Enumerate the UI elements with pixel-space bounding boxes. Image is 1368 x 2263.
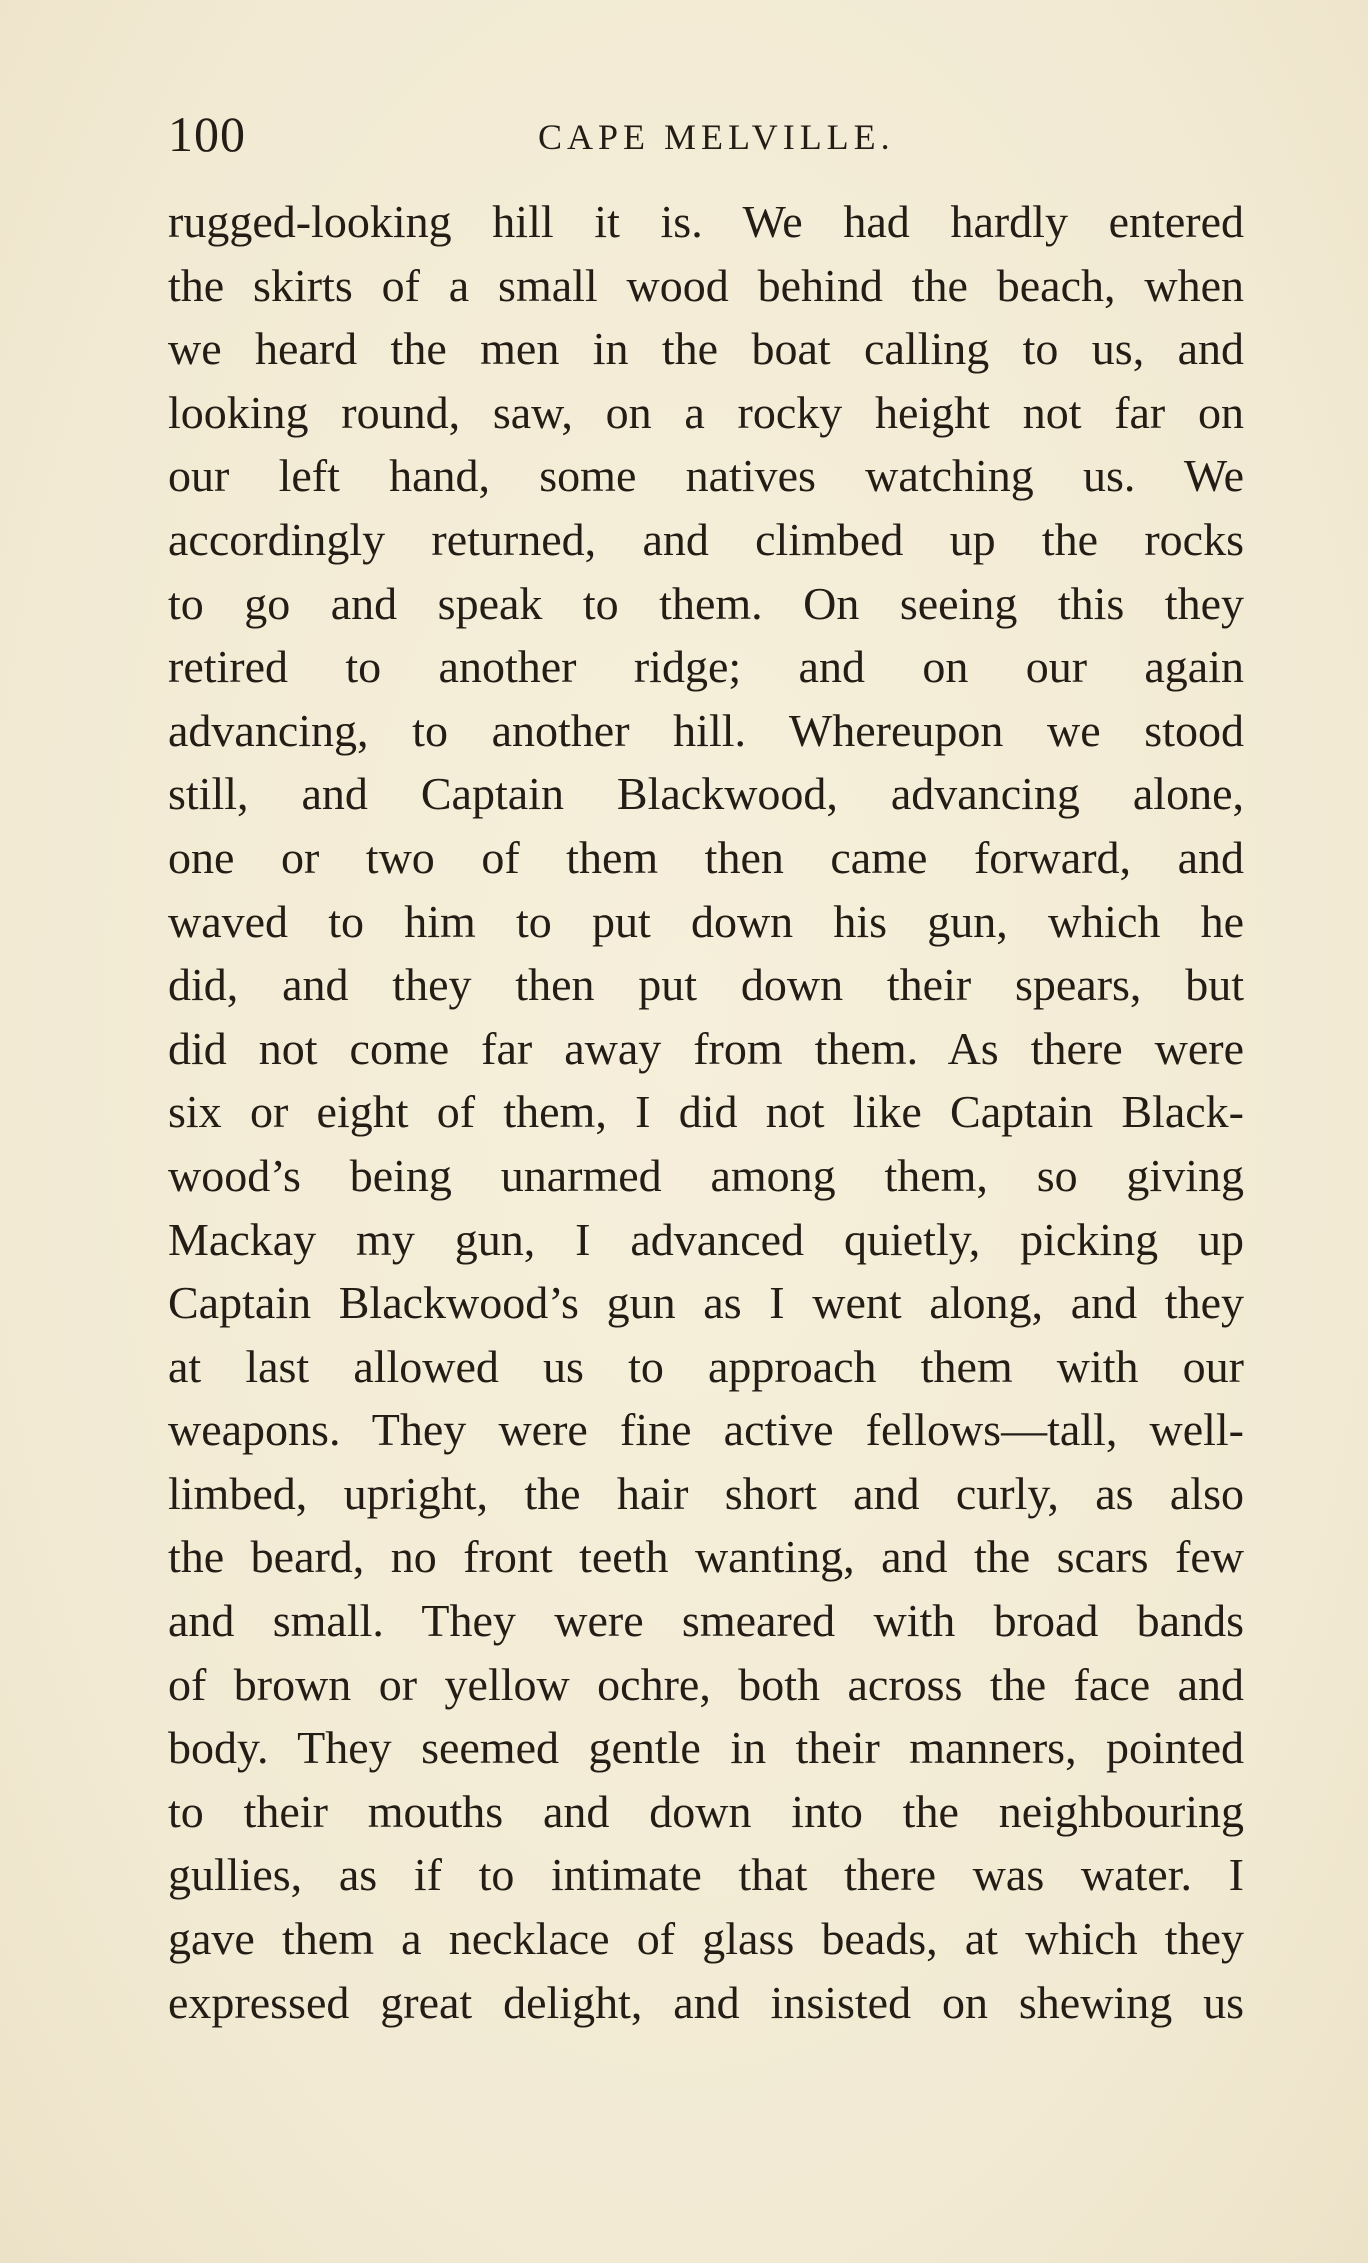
text-line: expressed great delight, and insisted on shewing us bbox=[168, 1976, 1244, 2028]
text-line: the beard, no front teeth wanting, and the scars few bbox=[168, 1531, 1244, 1583]
text-line: Mackay my gun, I advanced quietly, picking up bbox=[168, 1213, 1244, 1265]
text-line: of brown or yellow ochre, both across the face and bbox=[168, 1658, 1244, 1710]
text-line: wood’s being unarmed among them, so giving bbox=[168, 1149, 1244, 1201]
text-line: looking round, saw, on a rocky height not far on bbox=[168, 386, 1244, 438]
body-text bbox=[168, 190, 1244, 2034]
page-header bbox=[168, 104, 1248, 164]
text-line: did not come far away from them. As there were bbox=[168, 1022, 1244, 1074]
text-line: the skirts of a small wood behind the beach, when bbox=[168, 259, 1244, 311]
text-line: gave them a necklace of glass beads, at which they bbox=[168, 1913, 1244, 1965]
text-line: and small. They were smeared with broad bands bbox=[168, 1595, 1244, 1647]
text-line: to their mouths and down into the neighbouring bbox=[168, 1785, 1244, 1837]
text-line: one or two of them then came forward, and bbox=[168, 831, 1244, 883]
text-line: six or eight of them, I did not like Captain Black- bbox=[168, 1086, 1244, 1138]
text-line: retired to another ridge; and on our again bbox=[168, 641, 1244, 693]
text-line: gullies, as if to intimate that there was water. I bbox=[168, 1849, 1244, 1901]
text-line: our left hand, some natives watching us. We bbox=[168, 450, 1244, 502]
text-line: rugged-looking hill it is. We had hardly entered bbox=[168, 196, 1244, 247]
text-line: accordingly returned, and climbed up the rocks bbox=[168, 513, 1244, 565]
running-head: CAPE MELVILLE. bbox=[538, 117, 895, 157]
text-line: waved to him to put down his gun, which he bbox=[168, 895, 1244, 947]
text-line: we heard the men in the boat calling to us, and bbox=[168, 323, 1244, 375]
text-line: did, and they then put down their spears, but bbox=[168, 959, 1244, 1011]
text-line: weapons. They were fine active fellows—tall, well- bbox=[168, 1404, 1244, 1456]
page-number: 100 bbox=[168, 106, 246, 162]
text-line: still, and Captain Blackwood, advancing alone, bbox=[168, 768, 1244, 820]
text-line: body. They seemed gentle in their manners, pointed bbox=[168, 1722, 1244, 1774]
text-line: at last allowed us to approach them with our bbox=[168, 1340, 1244, 1392]
text-line: limbed, upright, the hair short and curly, as also bbox=[168, 1467, 1244, 1519]
text-line: Captain Blackwood’s gun as I went along, and they bbox=[168, 1277, 1244, 1329]
text-line: to go and speak to them. On seeing this they bbox=[168, 577, 1244, 629]
text-line: advancing, to another hill. Whereupon we stood bbox=[168, 704, 1244, 756]
